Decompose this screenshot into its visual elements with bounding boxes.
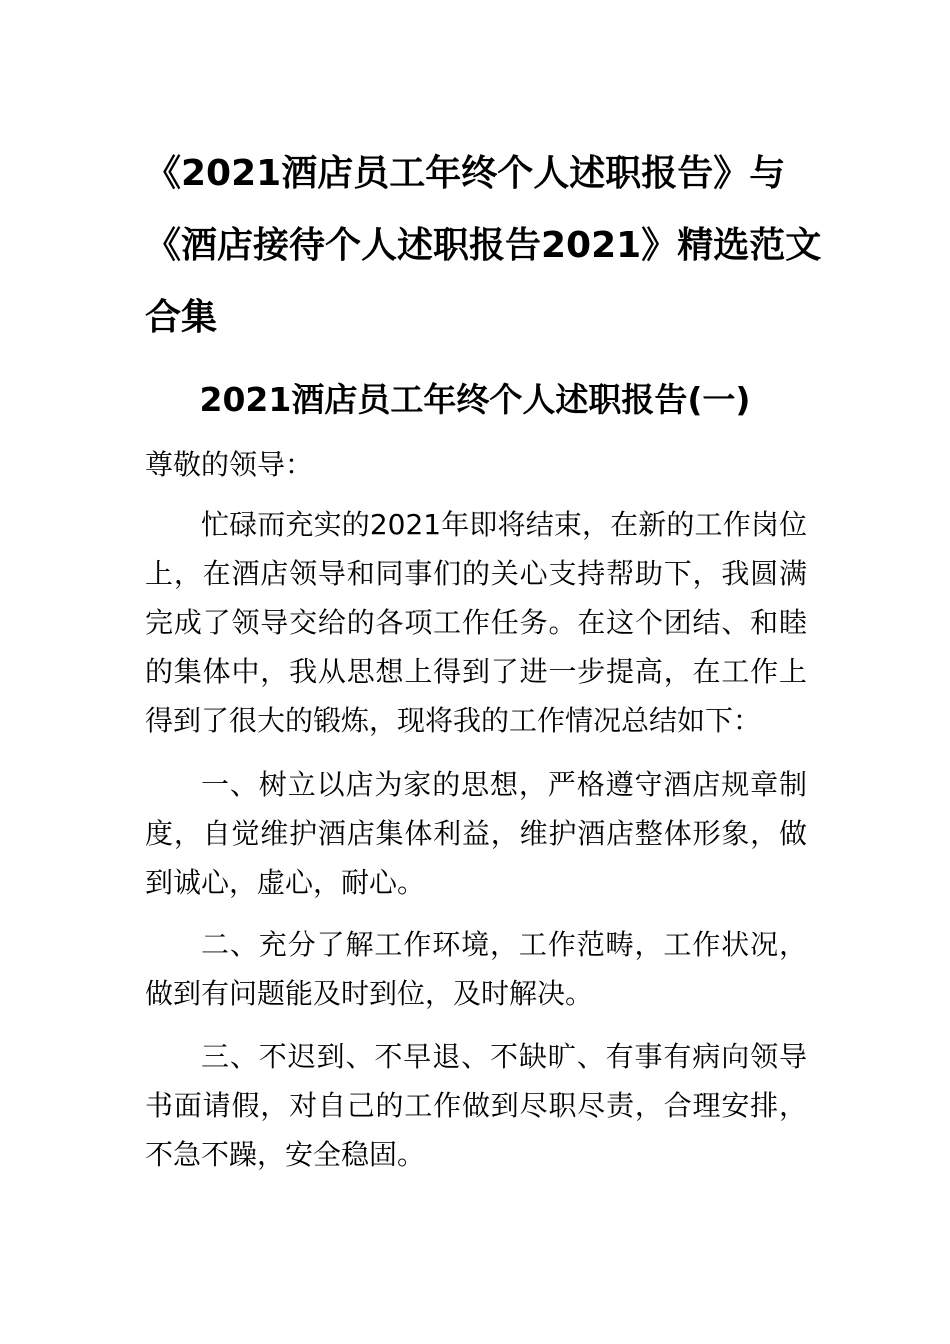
section-heading: 2021酒店员工年终个人述职报告(一) — [199, 380, 751, 419]
paragraph-intro: 忙碌而充实的2021年即将结束，在新的工作岗位上，在酒店领导和同事们的关心支持帮助下，我圆满完成了领导交给的各项工作任务。在这个团结、和睦的集体中，我从思想上得到了进一步提高，在工作上得到了很大的锻炼，现将我的工作情况总结如下： — [145, 508, 807, 737]
paragraph-item-1: 一、树立以店为家的思想，严格遵守酒店规章制度，自觉维护酒店集体利益，维护酒店整体形象，做到诚心，虚心，耐心。 — [145, 768, 807, 899]
salutation: 尊敬的领导： — [145, 448, 314, 481]
paragraph-item-2: 二、充分了解工作环境，工作范畴，工作状况，做到有问题能及时到位，及时解决。 — [145, 928, 807, 1010]
paragraph-item-3: 三、不迟到、不早退、不缺旷、有事有病向领导书面请假，对自己的工作做到尽职尽责，合理安排，不急不躁，安全稳固。 — [145, 1040, 807, 1171]
document-title: 《2021酒店员工年终个人述职报告》与《酒店接待个人述职报告2021》精选范文合集 — [145, 153, 822, 338]
